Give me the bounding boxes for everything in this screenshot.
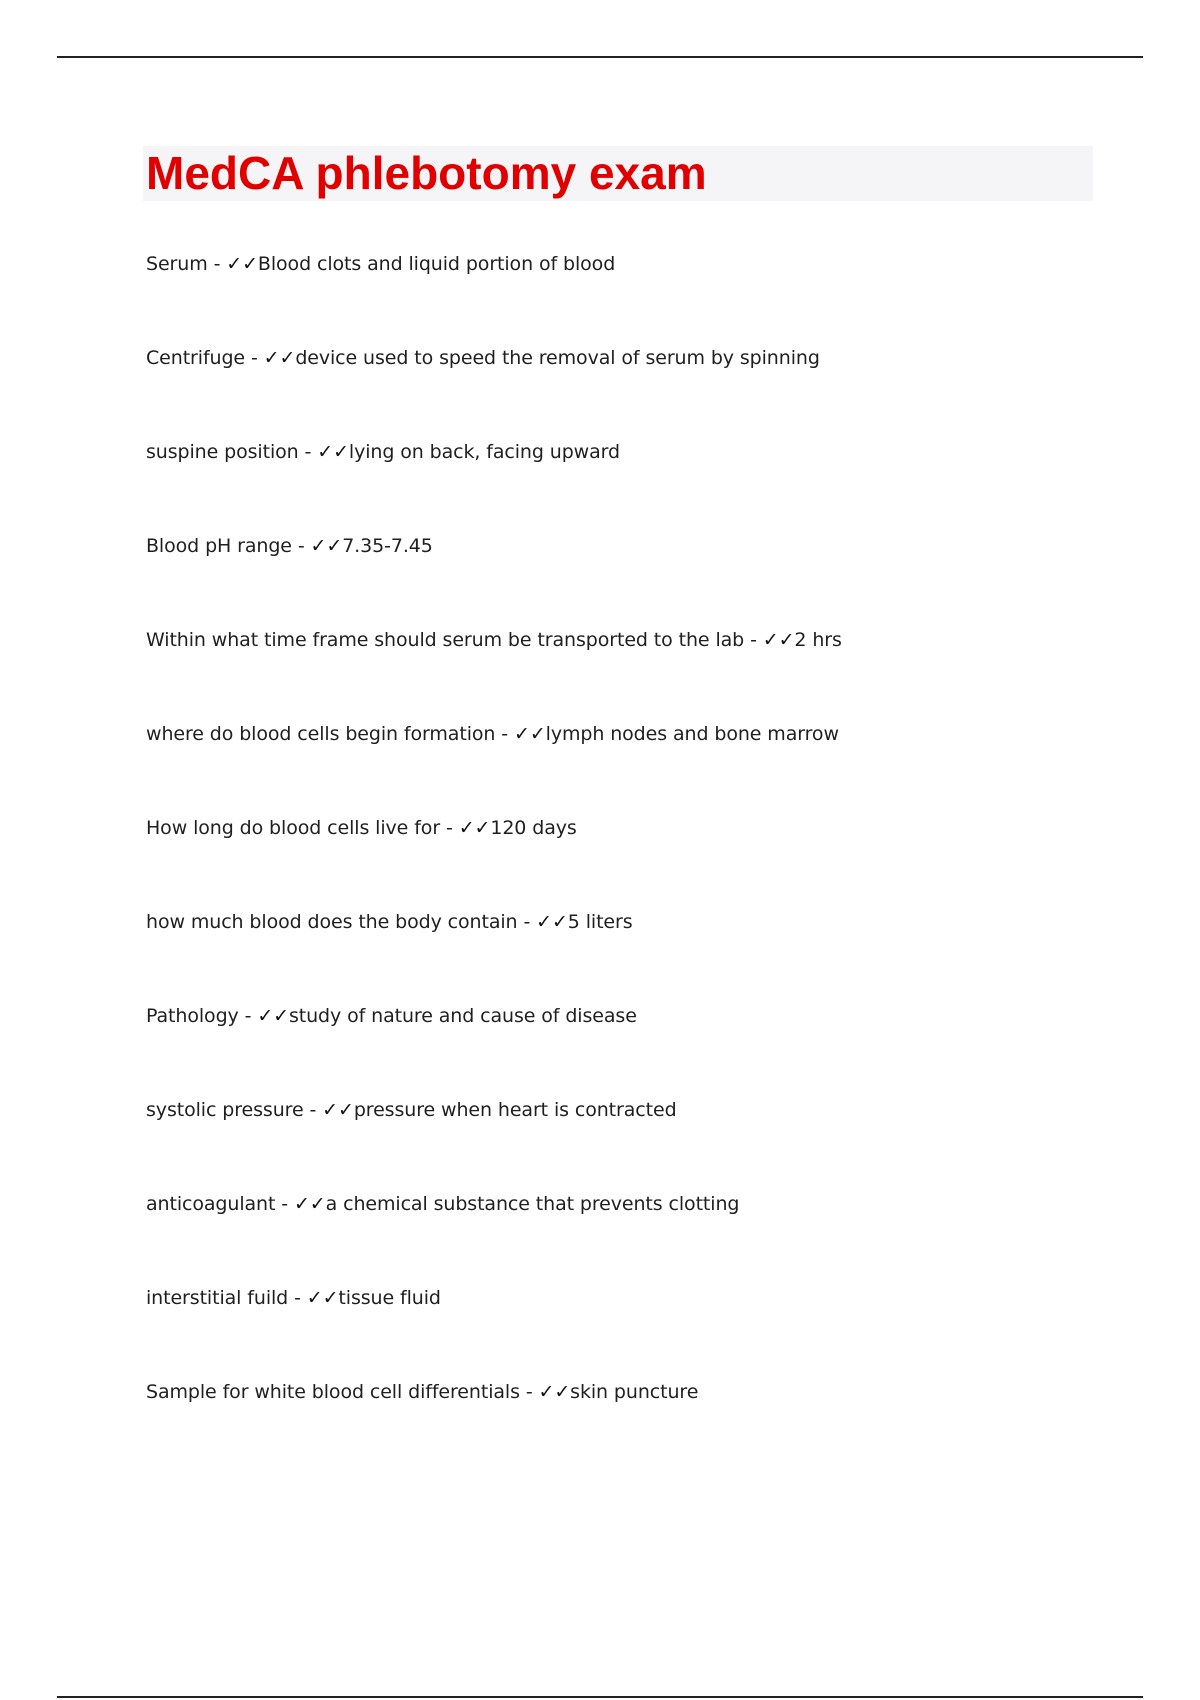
answer: 7.35-7.45 — [342, 535, 433, 557]
term: suspine position — [146, 441, 299, 463]
list-item — [146, 1002, 842, 1096]
term: Within what time frame should serum be transported to the lab — [146, 629, 745, 651]
check-mark-icon: ✓✓ — [263, 347, 296, 369]
answer: skin puncture — [570, 1381, 699, 1403]
separator: - — [291, 535, 311, 557]
term: systolic pressure — [146, 1099, 304, 1121]
answer: device used to speed the removal of serum by spinning — [295, 347, 820, 369]
list-item — [146, 532, 842, 626]
separator: - — [288, 1287, 307, 1309]
answer: 120 days — [490, 817, 577, 839]
separator: - — [275, 1193, 294, 1215]
term: interstitial fuild — [146, 1287, 289, 1309]
check-mark-icon: ✓✓ — [293, 1193, 326, 1215]
list-item — [146, 1190, 842, 1284]
top-rule — [57, 56, 1143, 58]
term: Centrifuge — [146, 347, 246, 369]
list-item — [146, 1096, 842, 1190]
answer: 2 hrs — [794, 629, 842, 651]
separator: - — [298, 441, 318, 463]
answer: pressure when heart is contracted — [353, 1099, 677, 1121]
check-mark-icon: ✓✓ — [257, 1005, 289, 1027]
check-mark-icon: ✓✓ — [536, 911, 568, 933]
list-item — [146, 438, 842, 532]
check-mark-icon: ✓✓ — [226, 253, 258, 275]
check-mark-icon: ✓✓ — [310, 535, 343, 557]
answer: 5 liters — [567, 911, 633, 933]
check-mark-icon: ✓✓ — [306, 1287, 339, 1309]
list-item — [146, 720, 842, 814]
term: where do blood cells begin formation — [146, 723, 496, 745]
separator: - — [519, 1381, 539, 1403]
term: How long do blood cells live for — [146, 817, 441, 839]
answer: lymph nodes and bone marrow — [545, 723, 839, 745]
check-mark-icon: ✓✓ — [322, 1099, 354, 1121]
term: how much blood does the body contain — [146, 911, 518, 933]
term: anticoagulant — [146, 1193, 276, 1215]
term: Sample for white blood cell differentials — [146, 1381, 520, 1403]
separator: - — [517, 911, 537, 933]
term: Pathology — [146, 1005, 239, 1027]
answer: study of nature and cause of disease — [288, 1005, 637, 1027]
separator: - — [207, 253, 227, 275]
check-mark-icon: ✓✓ — [317, 441, 349, 463]
answer: a chemical substance that prevents clotting — [325, 1193, 740, 1215]
list-item — [146, 344, 842, 438]
list-item — [146, 250, 842, 344]
answer: tissue fluid — [338, 1287, 441, 1309]
list-item — [146, 814, 842, 908]
list-item — [146, 1284, 842, 1378]
separator: - — [440, 817, 459, 839]
separator: - — [303, 1099, 323, 1121]
list-item — [146, 1378, 842, 1472]
check-mark-icon: ✓✓ — [538, 1381, 571, 1403]
answer: Blood clots and liquid portion of blood — [257, 253, 616, 275]
check-mark-icon: ✓✓ — [458, 817, 491, 839]
check-mark-icon: ✓✓ — [762, 629, 795, 651]
answer: lying on back, facing upward — [348, 441, 620, 463]
term: Blood pH range — [146, 535, 292, 557]
list-item — [146, 908, 842, 1002]
separator: - — [238, 1005, 258, 1027]
term: Serum — [146, 253, 208, 275]
bottom-rule — [57, 1696, 1143, 1698]
check-mark-icon: ✓✓ — [514, 723, 546, 745]
flashcard-list — [146, 250, 842, 1472]
separator: - — [744, 629, 763, 651]
separator: - — [245, 347, 264, 369]
separator: - — [495, 723, 514, 745]
document-title: MedCA phlebotomy exam — [146, 147, 707, 199]
list-item — [146, 626, 842, 720]
